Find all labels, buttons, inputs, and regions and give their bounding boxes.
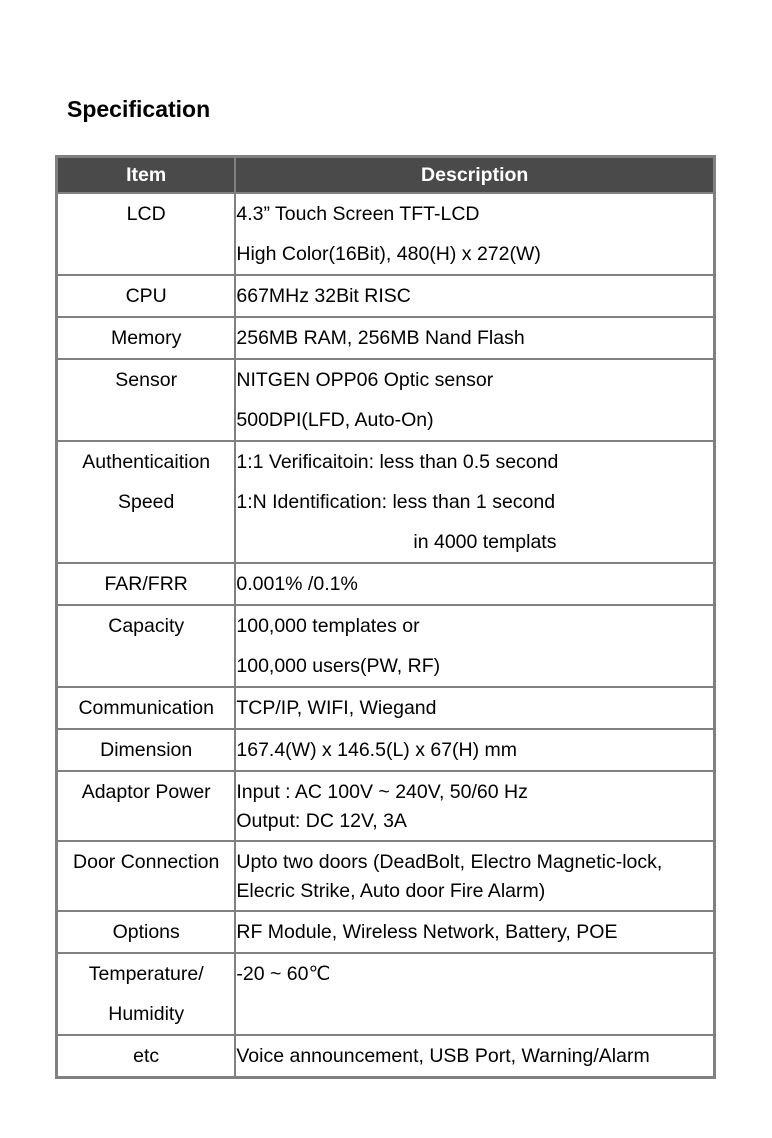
row-description [235, 563, 714, 605]
row-description [235, 911, 714, 953]
table-row [57, 563, 715, 605]
description-line: 1:1 Verificaitoin: less than 0.5 second [236, 451, 559, 473]
table-row [57, 1035, 715, 1078]
row-item [57, 729, 236, 771]
table-row [57, 441, 715, 563]
item-label: Dimension [100, 739, 193, 761]
item-label: etc [133, 1045, 160, 1067]
item-label: Authenticaition [82, 451, 211, 473]
description-line: NITGEN OPP06 Optic sensor [236, 369, 494, 391]
table-row [57, 359, 715, 441]
item-label: Communication [78, 697, 214, 719]
table-row [57, 687, 715, 729]
row-item [57, 771, 236, 841]
description-line: High Color(16Bit), 480(H) x 272(W) [236, 243, 541, 265]
item-label: Capacity [108, 615, 185, 637]
row-item [57, 687, 236, 729]
item-label: Adaptor Power [81, 781, 211, 803]
description-line: 4.3” Touch Screen TFT-LCD [236, 203, 480, 225]
row-description [235, 687, 714, 729]
table-row [57, 729, 715, 771]
item-label: Humidity [108, 1003, 185, 1025]
table-header-row [57, 157, 715, 194]
row-description [235, 317, 714, 359]
row-item [57, 317, 236, 359]
description-line: Voice announcement, USB Port, Warning/Alarm [236, 1045, 650, 1067]
description-line: TCP/IP, WIFI, Wiegand [236, 697, 437, 719]
row-item [57, 953, 236, 1035]
row-item [57, 441, 236, 563]
item-label: CPU [125, 285, 167, 307]
description-line: 100,000 templates or [236, 615, 420, 637]
row-item [57, 563, 236, 605]
item-label: Memory [110, 327, 182, 349]
table-row [57, 771, 715, 841]
description-line: 667MHz 32Bit RISC [236, 285, 411, 307]
description-line: 167.4(W) x 146.5(L) x 67(H) mm [236, 739, 518, 761]
page-title: Specification [67, 96, 211, 122]
table-row [57, 317, 715, 359]
specification-table [55, 155, 716, 1079]
row-description [235, 729, 714, 771]
item-label: Sensor [115, 369, 178, 391]
row-description [235, 841, 714, 911]
description-line: -20 ~ 60℃ [236, 963, 331, 985]
table-row [57, 911, 715, 953]
description-line: Input : AC 100V ~ 240V, 50/60 Hz [236, 781, 528, 803]
row-description [235, 275, 714, 317]
description-line: 256MB RAM, 256MB Nand Flash [236, 327, 525, 349]
row-description [235, 771, 714, 841]
description-line: Upto two doors (DeadBolt, Electro Magnetic-lock, [236, 851, 663, 873]
row-item [57, 605, 236, 687]
item-label: Door Connection [73, 851, 220, 873]
row-item [57, 193, 236, 275]
row-description [235, 1035, 714, 1078]
row-item [57, 841, 236, 911]
table-row [57, 193, 715, 275]
item-label: Temperature/ [88, 963, 204, 985]
header-description: Description [235, 157, 714, 194]
description-line: RF Module, Wireless Network, Battery, POE [236, 921, 618, 943]
item-label: Options [112, 921, 180, 943]
row-item [57, 275, 236, 317]
row-description [235, 441, 714, 563]
row-item [57, 911, 236, 953]
header-item: Item [57, 157, 236, 194]
item-label: Speed [117, 491, 175, 513]
row-item [57, 1035, 236, 1078]
table-row [57, 605, 715, 687]
description-line: 500DPI(LFD, Auto-On) [236, 409, 434, 431]
description-line: 1:N Identification: less than 1 second [236, 491, 556, 513]
row-description [235, 953, 714, 1035]
description-line: 0.001% /0.1% [236, 573, 358, 595]
item-label: LCD [126, 203, 166, 225]
row-item [57, 359, 236, 441]
description-line: in 4000 templats [413, 531, 557, 553]
row-description [235, 193, 714, 275]
row-description [235, 605, 714, 687]
row-description [235, 359, 714, 441]
table-row [57, 953, 715, 1035]
item-label: FAR/FRR [104, 573, 188, 595]
description-line: 100,000 users(PW, RF) [236, 655, 441, 677]
description-line: Output: DC 12V, 3A [236, 810, 407, 832]
description-line: Elecric Strike, Auto door Fire Alarm) [236, 880, 546, 902]
table-row [57, 275, 715, 317]
table-row [57, 841, 715, 911]
